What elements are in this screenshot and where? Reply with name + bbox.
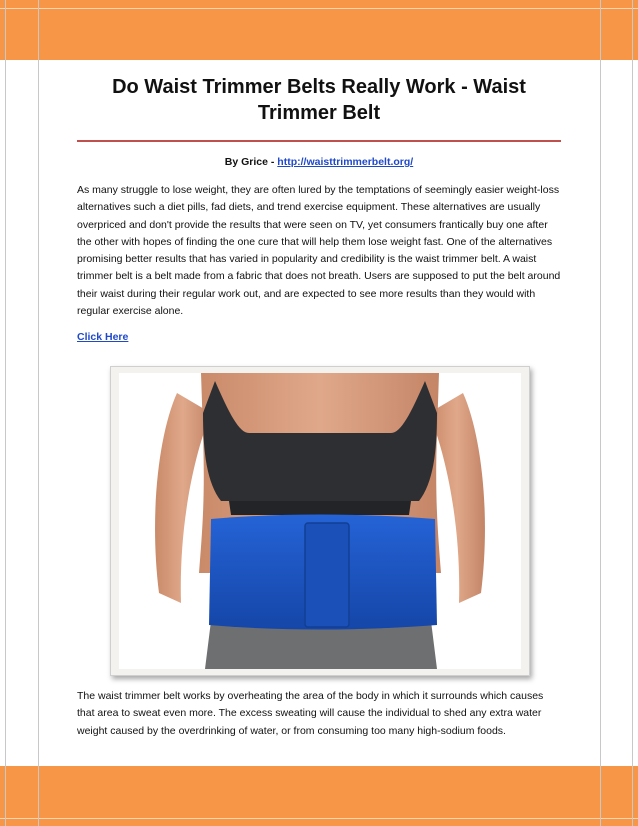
header-band-line [0,8,638,9]
footer-band-line [0,818,638,819]
click-here-link[interactable]: Click Here [77,331,129,344]
page-border-line [632,0,633,826]
article-paragraph-2: The waist trimmer belt works by overheating the area of the body in which it surrounds which causes that area to sweat even more. The excess sweating will cause the individual to shed any extra water weight caused by the overdrinking of water, or from consuming too many high-sodium foods. [77,690,544,737]
product-photo [119,373,521,669]
article-paragraph: As many struggle to lose weight, they are often lured by the temptations of seemingly easier weight-loss alternatives such a diet pills, fad diets, and trend exercise equipment. These alternatives are usually overpriced and don't provide the results that were seen on TV, yet consumers frantically buy one after the other with hopes of finding the one cure that will help them lose weight fast. One of the alternatives promising better results that has varied in popularity and credibility is the waist trimmer belt. A waist trimmer belt is a belt made from a fabric that does not breath. Users are supposed to put the belt around their waist during their regular work out, and are expected to see more results than they would with regular exercise alone. [77,184,561,318]
product-image-frame [110,366,530,676]
page-border-line [600,0,601,826]
footer-band [0,766,638,826]
page-border-line [38,0,39,826]
click-here-container [77,331,561,343]
waist-trimmer-belt-photo [119,373,521,669]
page-border-line [5,0,6,826]
byline-author: By Grice - [224,156,278,168]
article [77,74,561,343]
byline-link[interactable]: http://waisttrimmerbelt.org/ [277,156,414,168]
header-band [0,0,638,60]
article-title: Do Waist Trimmer Belts Really Work - Waist Trimmer Belt [112,76,526,124]
byline [77,156,561,168]
title-divider [77,140,561,142]
